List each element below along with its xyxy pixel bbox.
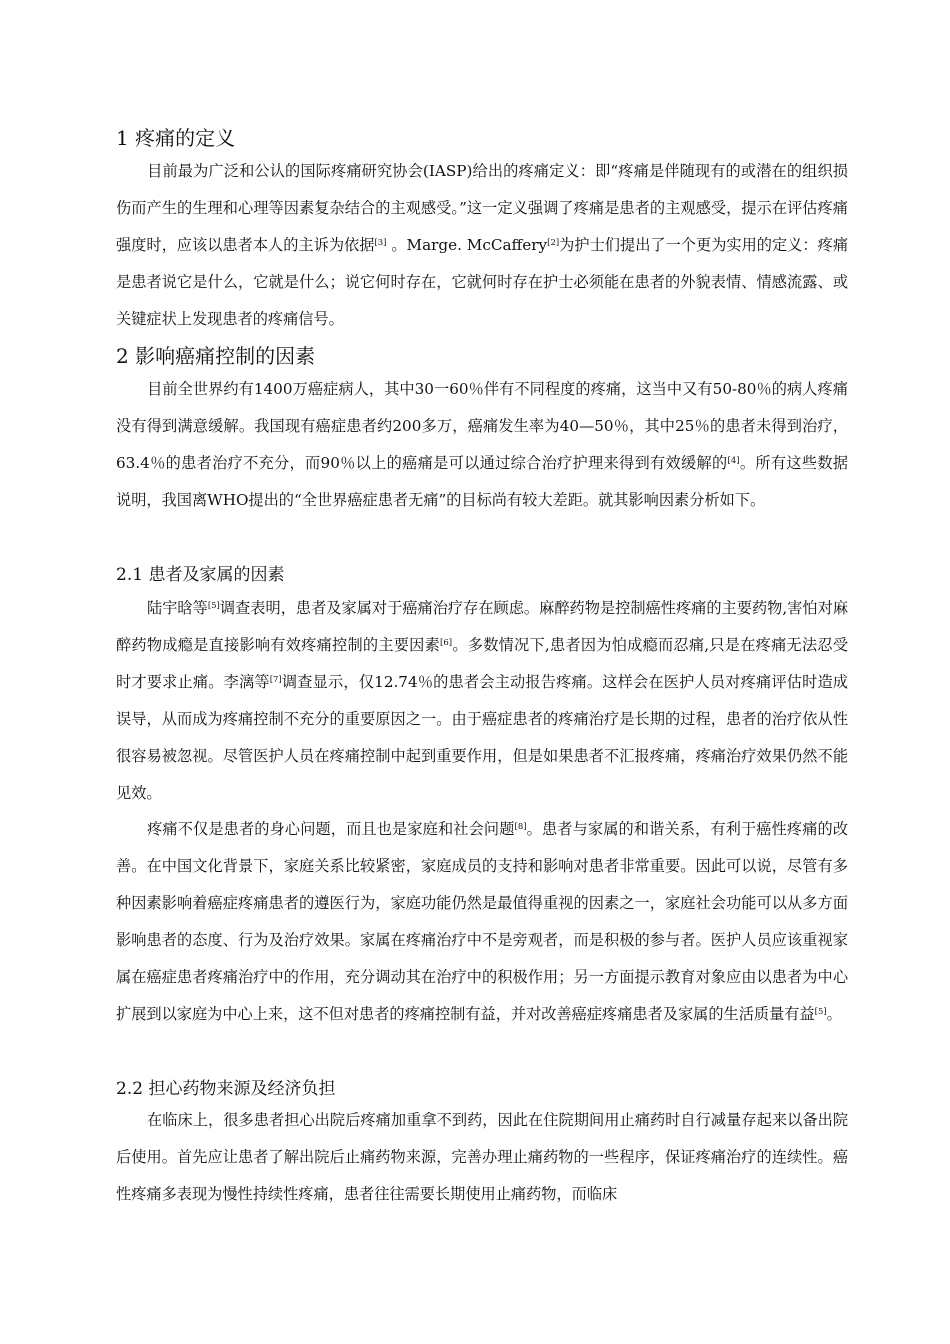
paragraph-text: 疼痛不仅是患者的身心问题，而且也是家庭和社会问题 (147, 820, 515, 838)
paragraph-text: 。患者与家属的和谐关系，有利于癌性疼痛的改善。在中国文化背景下，家庭关系比较紧密，家庭成员的支持和影响对患者非常重要。因此可以说，尽管有多种因素影响着癌症疼痛患者的遵医行为，家庭功能仍然是最值得重视的因素之一，家庭社会功能可以从多方面影响患者的态度、行为及治疗效果。家属在疼痛治疗中不是旁观者，而是积极的参与者。医护人员应该重视家属在癌症患者疼痛治疗中的作用，充分调动其在治疗中的积极作用；另一方面提示教育对象应由以患者为中心扩展到以家庭为中心上来，这不但对患者的疼痛控制有益，并对改善癌症疼痛患者及家属的生活质量有益 (116, 820, 849, 1023)
citation-marker: [5] (207, 601, 220, 611)
paragraph-pain-control-factors (116, 371, 848, 519)
citation-marker: [3] (374, 238, 387, 248)
paragraph-text: 在临床上，很多患者担心出院后疼痛加重拿不到药，因此在住院期间用止痛药时自行减量存起来以备出院后使用。首先应让患者了解出院后止痛药物来源，完善办理止痛药物的一些程序，保证疼痛治疗的连续性。癌性疼痛多表现为慢性持续性疼痛，患者往往需要长期使用止痛药物，而临床 (116, 1111, 848, 1203)
citation-marker: [6] (440, 638, 453, 648)
subsection-heading-drug-source-economic-burden: 2.2 担心药物来源及经济负担 (116, 1079, 336, 1099)
subsection-heading-patient-family-factors: 2.1 患者及家属的因素 (116, 565, 285, 585)
citation-marker: [4] (727, 456, 740, 466)
paragraph-text: 。所有这些数据说明，我国离WHO提出的“全世界癌症患者无痛”的目标尚有较大差距。就其影响因素分析如下。 (116, 454, 848, 509)
paragraph-text: 目前全世界约有1400万癌症病人，其中30一60％伴有不同程度的疼痛，这当中又有50-80％的病人疼痛没有得到满意缓解。我国现有癌症患者约200多万，癌痛发生率为40—50％，其中25％的患者未得到治疗，63.4％的患者治疗不充分，而90％以上的癌痛是可以通过综合治疗护理来得到有效缓解的 (116, 380, 848, 472)
citation-marker: [5] (814, 1007, 827, 1017)
paragraph-patient-family-factors-2 (116, 811, 848, 1033)
citation-marker: [8] (514, 822, 527, 832)
paragraph-text: 。Marge. McCaffery (386, 236, 548, 254)
paragraph-text: 。 (826, 1005, 842, 1023)
paragraph-patient-family-factors-1 (116, 590, 848, 812)
paragraph-pain-definition (116, 153, 848, 338)
paragraph-text: 陆宇晗等 (147, 599, 208, 617)
paragraph-text: 调查表明，患者及家属对于癌痛治疗存在顾虑。麻醉药物是控制癌性疼痛的主要药物,害怕对麻醉药物成瘾是直接影响有效疼痛控制的主要因素 (116, 599, 849, 654)
paragraph-text: 为护士们提出了一个更为实用的定义：疼痛是患者说它是什么，它就是什么；说它何时存在，它就何时存在护士必须能在患者的外貌表情、情感流露、或关键症状上发现患者的疼痛信号。 (116, 236, 849, 328)
paragraph-text: 调查显示，仅12.74％的患者会主动报告疼痛。这样会在医护人员对疼痛评估时造成误导，从而成为疼痛控制不充分的重要原因之一。由于癌症患者的疼痛治疗是长期的过程，患者的治疗依从性很容易被忽视。尽管医护人员在疼痛控制中起到重要作用，但是如果患者不汇报疼痛，疼痛治疗效果仍然不能见效。 (116, 673, 848, 802)
paragraph-text: 。多数情况下,患者因为怕成瘾而忍痛,只是在疼痛无法忍受时才要求止痛。李漓等 (116, 636, 849, 691)
citation-marker: [7] (269, 675, 282, 685)
section-heading-pain-definition: 1 疼痛的定义 (116, 126, 236, 150)
section-heading-pain-control-factors: 2 影响癌痛控制的因素 (116, 344, 316, 368)
paragraph-drug-source-economic-burden (116, 1102, 848, 1213)
citation-marker: [2] (547, 238, 560, 248)
paragraph-text: 目前最为广泛和公认的国际疼痛研究协会(IASP)给出的疼痛定义：即“疼痛是伴随现有的或潜在的组织损伤而产生的生理和心理等因素复杂结合的主观感受。”这一定义强调了疼痛是患者的主观感受，提示在评估疼痛强度时，应该以患者本人的主诉为依据 (116, 162, 848, 254)
